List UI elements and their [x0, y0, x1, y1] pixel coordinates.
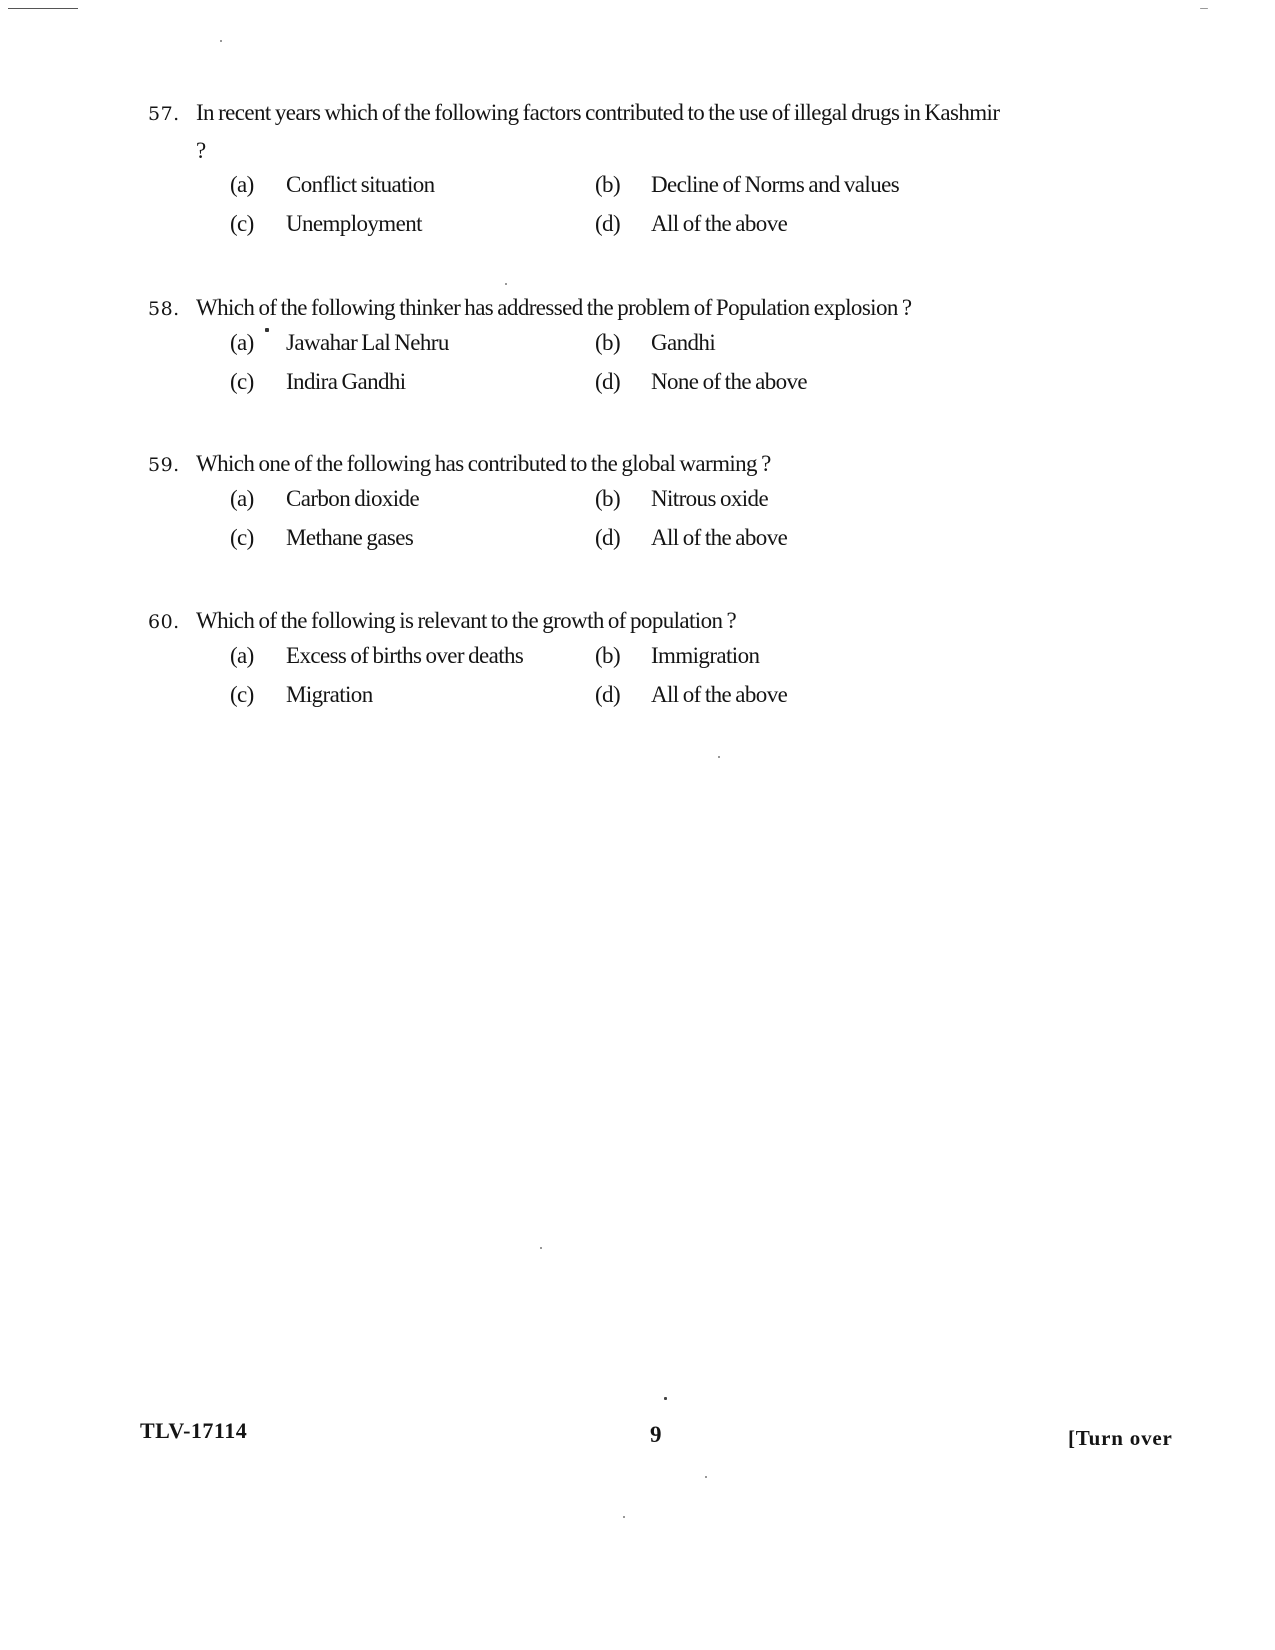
options-list [230, 330, 950, 408]
option-c[interactable] [230, 369, 595, 395]
option-label: (a) [230, 172, 254, 197]
scan-speck [505, 283, 507, 285]
option-label: (a) [230, 643, 254, 668]
option-b[interactable] [595, 643, 950, 669]
option-text: All of the above [651, 525, 788, 550]
option-b[interactable] [595, 330, 950, 356]
options-list [230, 172, 950, 250]
option-c[interactable] [230, 525, 595, 551]
option-b[interactable] [595, 486, 950, 512]
question-text: Which of the following is relevant to the growth of population ? [196, 608, 737, 633]
option-d[interactable] [595, 211, 950, 237]
option-c[interactable] [230, 211, 595, 237]
option-text: Migration [286, 682, 373, 707]
question-text: Which one of the following has contributed to the global warming ? [196, 451, 771, 476]
scan-speck [623, 1516, 625, 1518]
options-row [230, 525, 950, 564]
question-number: 58. [148, 298, 180, 320]
option-label: (b) [595, 486, 621, 511]
question-58 [148, 289, 1008, 408]
option-text: Indira Gandhi [286, 369, 406, 394]
option-label: (d) [595, 369, 621, 394]
options-list [230, 643, 950, 721]
option-text: Immigration [651, 643, 760, 668]
option-text: Jawahar Lal Nehru [286, 330, 449, 355]
option-label: (c) [230, 369, 254, 394]
scan-speck [664, 1397, 667, 1400]
page-number: 9 [650, 1422, 662, 1447]
option-label: (c) [230, 211, 254, 236]
option-label: (d) [595, 525, 621, 550]
option-text: Conflict situation [286, 172, 435, 197]
paper-code: TLV-17114 [140, 1418, 248, 1443]
option-d[interactable] [595, 369, 950, 395]
option-text: All of the above [651, 211, 788, 236]
options-row [230, 682, 950, 721]
options-list [230, 486, 950, 564]
question-stem [148, 445, 1008, 484]
scan-speck [220, 40, 222, 42]
options-row [230, 211, 950, 250]
option-c[interactable] [230, 682, 595, 708]
option-label: (b) [595, 330, 621, 355]
scan-speck [705, 1476, 707, 1478]
option-text: None of the above [651, 369, 808, 394]
scan-speck [1200, 8, 1208, 9]
question-60 [148, 602, 1008, 721]
option-text: Unemployment [286, 211, 422, 236]
turn-over-note: [Turn over [1068, 1426, 1173, 1450]
scan-speck [540, 1247, 542, 1249]
options-row [230, 486, 950, 525]
option-text: Decline of Norms and values [651, 172, 900, 197]
option-text: Carbon dioxide [286, 486, 420, 511]
option-a[interactable] [230, 486, 595, 512]
option-label: (a) [230, 486, 254, 511]
options-row [230, 330, 950, 369]
question-text: In recent years which of the following factors contributed to the use of illegal drugs in Kashmir ? [196, 100, 1000, 163]
option-text: Excess of births over deaths [286, 643, 524, 668]
question-57 [148, 94, 1008, 250]
options-row [230, 172, 950, 211]
option-label: (c) [230, 525, 254, 550]
top-rule [8, 8, 78, 9]
option-text: All of the above [651, 682, 788, 707]
option-text: Gandhi [651, 330, 716, 355]
option-label: (d) [595, 682, 621, 707]
question-stem [148, 289, 1008, 328]
option-text: Nitrous oxide [651, 486, 769, 511]
option-label: (a) [230, 330, 254, 355]
question-number: 57. [148, 103, 180, 125]
options-row [230, 369, 950, 408]
option-label: (b) [595, 643, 621, 668]
question-stem [148, 602, 1008, 641]
question-number: 59. [148, 454, 180, 476]
option-text: Methane gases [286, 525, 414, 550]
option-a[interactable] [230, 643, 595, 669]
scan-speck [718, 756, 720, 758]
question-stem [148, 94, 1008, 170]
question-number: 60. [148, 611, 180, 633]
option-label: (d) [595, 211, 621, 236]
option-a[interactable] [230, 330, 595, 356]
option-d[interactable] [595, 682, 950, 708]
question-59 [148, 445, 1008, 564]
option-a[interactable] [230, 172, 595, 198]
option-b[interactable] [595, 172, 950, 198]
option-d[interactable] [595, 525, 950, 551]
question-text: Which of the following thinker has addressed the problem of Population explosion ? [196, 295, 912, 320]
options-row [230, 643, 950, 682]
option-label: (c) [230, 682, 254, 707]
option-label: (b) [595, 172, 621, 197]
